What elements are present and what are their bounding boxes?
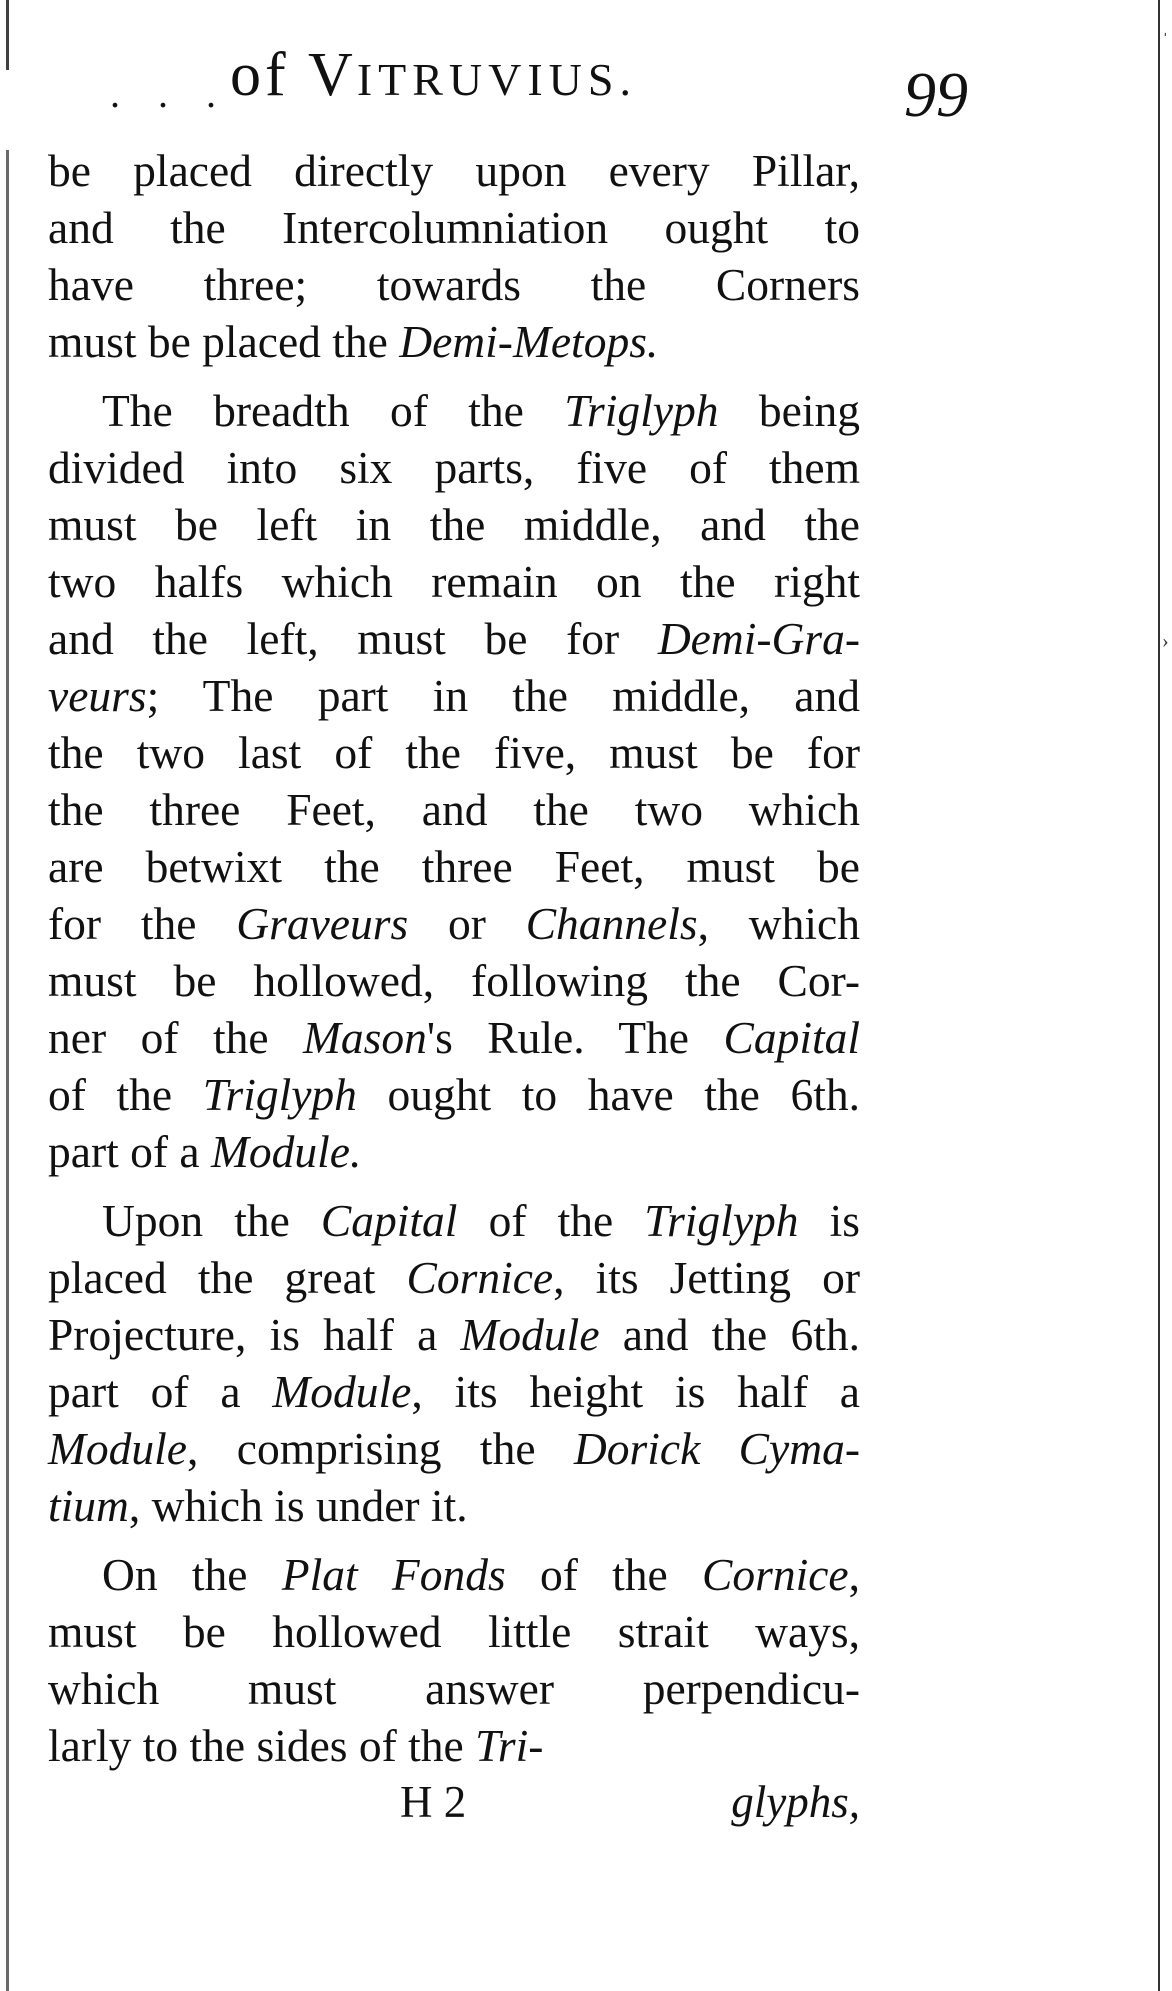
text-line: [48, 199, 860, 256]
italic-text: Capital: [320, 1195, 458, 1246]
text-run: placed the great: [48, 1252, 407, 1303]
text-line: [48, 895, 860, 952]
title-prefix: of: [230, 41, 309, 109]
text-line: [48, 667, 860, 724]
text-line: [48, 838, 860, 895]
italic-text: Plat Fonds: [281, 1549, 506, 1600]
text-run: and the Intercolumniation ought to: [48, 202, 860, 253]
signature-mark: H 2: [400, 1777, 467, 1827]
text-line: [48, 496, 860, 553]
text-run: of the: [48, 1069, 203, 1120]
text-line: [48, 1717, 860, 1774]
text-run: of the: [457, 1195, 645, 1246]
text-run: must be placed the: [48, 316, 400, 367]
text-run: which must answer perpendicu-: [48, 1663, 860, 1714]
text-run: , comprising the: [187, 1423, 574, 1474]
text-run: being: [718, 385, 860, 436]
text-run: for the: [48, 898, 237, 949]
text-line: [48, 1660, 860, 1717]
italic-text: Module: [48, 1423, 187, 1474]
text-run: two halfs which remain on the right: [48, 556, 860, 607]
text-run: divided into six parts, five of them: [48, 442, 860, 493]
body-text: [48, 142, 860, 1774]
italic-text: Triglyph: [202, 1069, 357, 1120]
text-line: [48, 1546, 860, 1603]
text-line: [48, 256, 860, 313]
text-run: ; The part in the middle, and: [146, 670, 860, 721]
page-gutter-line: [6, 0, 9, 1991]
italic-text: Demi-Gra-: [657, 613, 860, 664]
text-run: is: [798, 1195, 860, 1246]
text-run: , which: [697, 898, 860, 949]
header-dots: . . .: [110, 71, 230, 116]
text-line: [48, 382, 860, 439]
text-line: [48, 439, 860, 496]
text-run: the two last of the five, must be for: [48, 727, 860, 778]
italic-text: Graveurs: [236, 898, 409, 949]
text-run: must be left in the middle, and the: [48, 499, 860, 550]
text-run: , its Jetting or: [553, 1252, 860, 1303]
title-rest: ITRUVIUS.: [356, 54, 637, 105]
text-run: larly to the sides of the: [48, 1720, 476, 1771]
text-run: must be hollowed little strait ways,: [48, 1606, 860, 1657]
running-head-title: [230, 40, 637, 111]
text-run: On the: [102, 1549, 282, 1600]
text-run: ner of the: [48, 1012, 304, 1063]
italic-text: Module: [272, 1366, 412, 1417]
paragraph-gap: [48, 1180, 860, 1192]
text-run: or: [408, 898, 526, 949]
right-edge-line: [1158, 0, 1160, 1991]
catchword: glyphs,: [731, 1777, 860, 1827]
italic-text: Demi-Metops.: [399, 316, 659, 367]
text-line: [48, 1066, 860, 1123]
italic-text: Triglyph: [644, 1195, 799, 1246]
text-run: Upon the: [102, 1195, 321, 1246]
italic-text: Capital: [723, 1012, 860, 1063]
text-line: [48, 1306, 860, 1363]
text-line: [48, 553, 860, 610]
text-line: [48, 1363, 860, 1420]
paragraph-gap: [48, 370, 860, 382]
text-line: [48, 1420, 860, 1477]
text-run: 's Rule. The: [426, 1012, 724, 1063]
text-run: of the: [505, 1549, 703, 1600]
text-line: [48, 1603, 860, 1660]
text-run: the three Feet, and the two which: [48, 784, 860, 835]
text-line: [48, 313, 860, 370]
text-run: Projecture, is half a: [48, 1309, 461, 1360]
italic-text: Channels: [525, 898, 698, 949]
paragraph-gap: [48, 1534, 860, 1546]
text-line: [48, 781, 860, 838]
text-run: part of a: [48, 1126, 211, 1177]
text-line: [48, 952, 860, 1009]
text-line: [48, 610, 860, 667]
italic-text: Module: [460, 1309, 600, 1360]
title-initial: V: [308, 41, 357, 109]
text-line: [48, 1123, 860, 1180]
running-head: [110, 40, 990, 120]
italic-text: tium: [48, 1480, 129, 1531]
italic-text: Tri-: [475, 1720, 544, 1771]
text-run: have three; towards the Corners: [48, 259, 860, 310]
text-run: part of a: [48, 1366, 273, 1417]
page-number: 99: [904, 59, 968, 130]
edge-mark: ˈ: [1162, 30, 1169, 52]
edge-mark: ›: [1162, 630, 1169, 652]
italic-text: Dorick Cyma-: [573, 1423, 860, 1474]
text-run: , which is under it.: [128, 1480, 468, 1531]
italic-text: Triglyph: [564, 385, 719, 436]
text-run: and the left, must be for: [48, 613, 658, 664]
text-line: [48, 1249, 860, 1306]
italic-text: Mason: [303, 1012, 427, 1063]
text-run: , its height is half a: [411, 1366, 861, 1417]
italic-text: Cornice: [702, 1549, 849, 1600]
italic-text: Module.: [210, 1126, 362, 1177]
text-line: [48, 142, 860, 199]
text-run: be placed directly upon every Pillar,: [48, 145, 860, 196]
text-run: must be hollowed, following the Cor-: [48, 955, 860, 1006]
text-run: and the 6th.: [599, 1309, 860, 1360]
text-run: ,: [848, 1549, 860, 1600]
italic-text: Cornice: [406, 1252, 554, 1303]
text-line: [48, 1192, 860, 1249]
text-line: [48, 1009, 860, 1066]
text-line: [48, 724, 860, 781]
italic-text: veurs: [48, 670, 147, 721]
text-run: are betwixt the three Feet, must be: [48, 841, 860, 892]
text-run: The breadth of the: [102, 385, 565, 436]
text-run: ought to have the 6th.: [356, 1069, 860, 1120]
text-line: [48, 1477, 860, 1534]
